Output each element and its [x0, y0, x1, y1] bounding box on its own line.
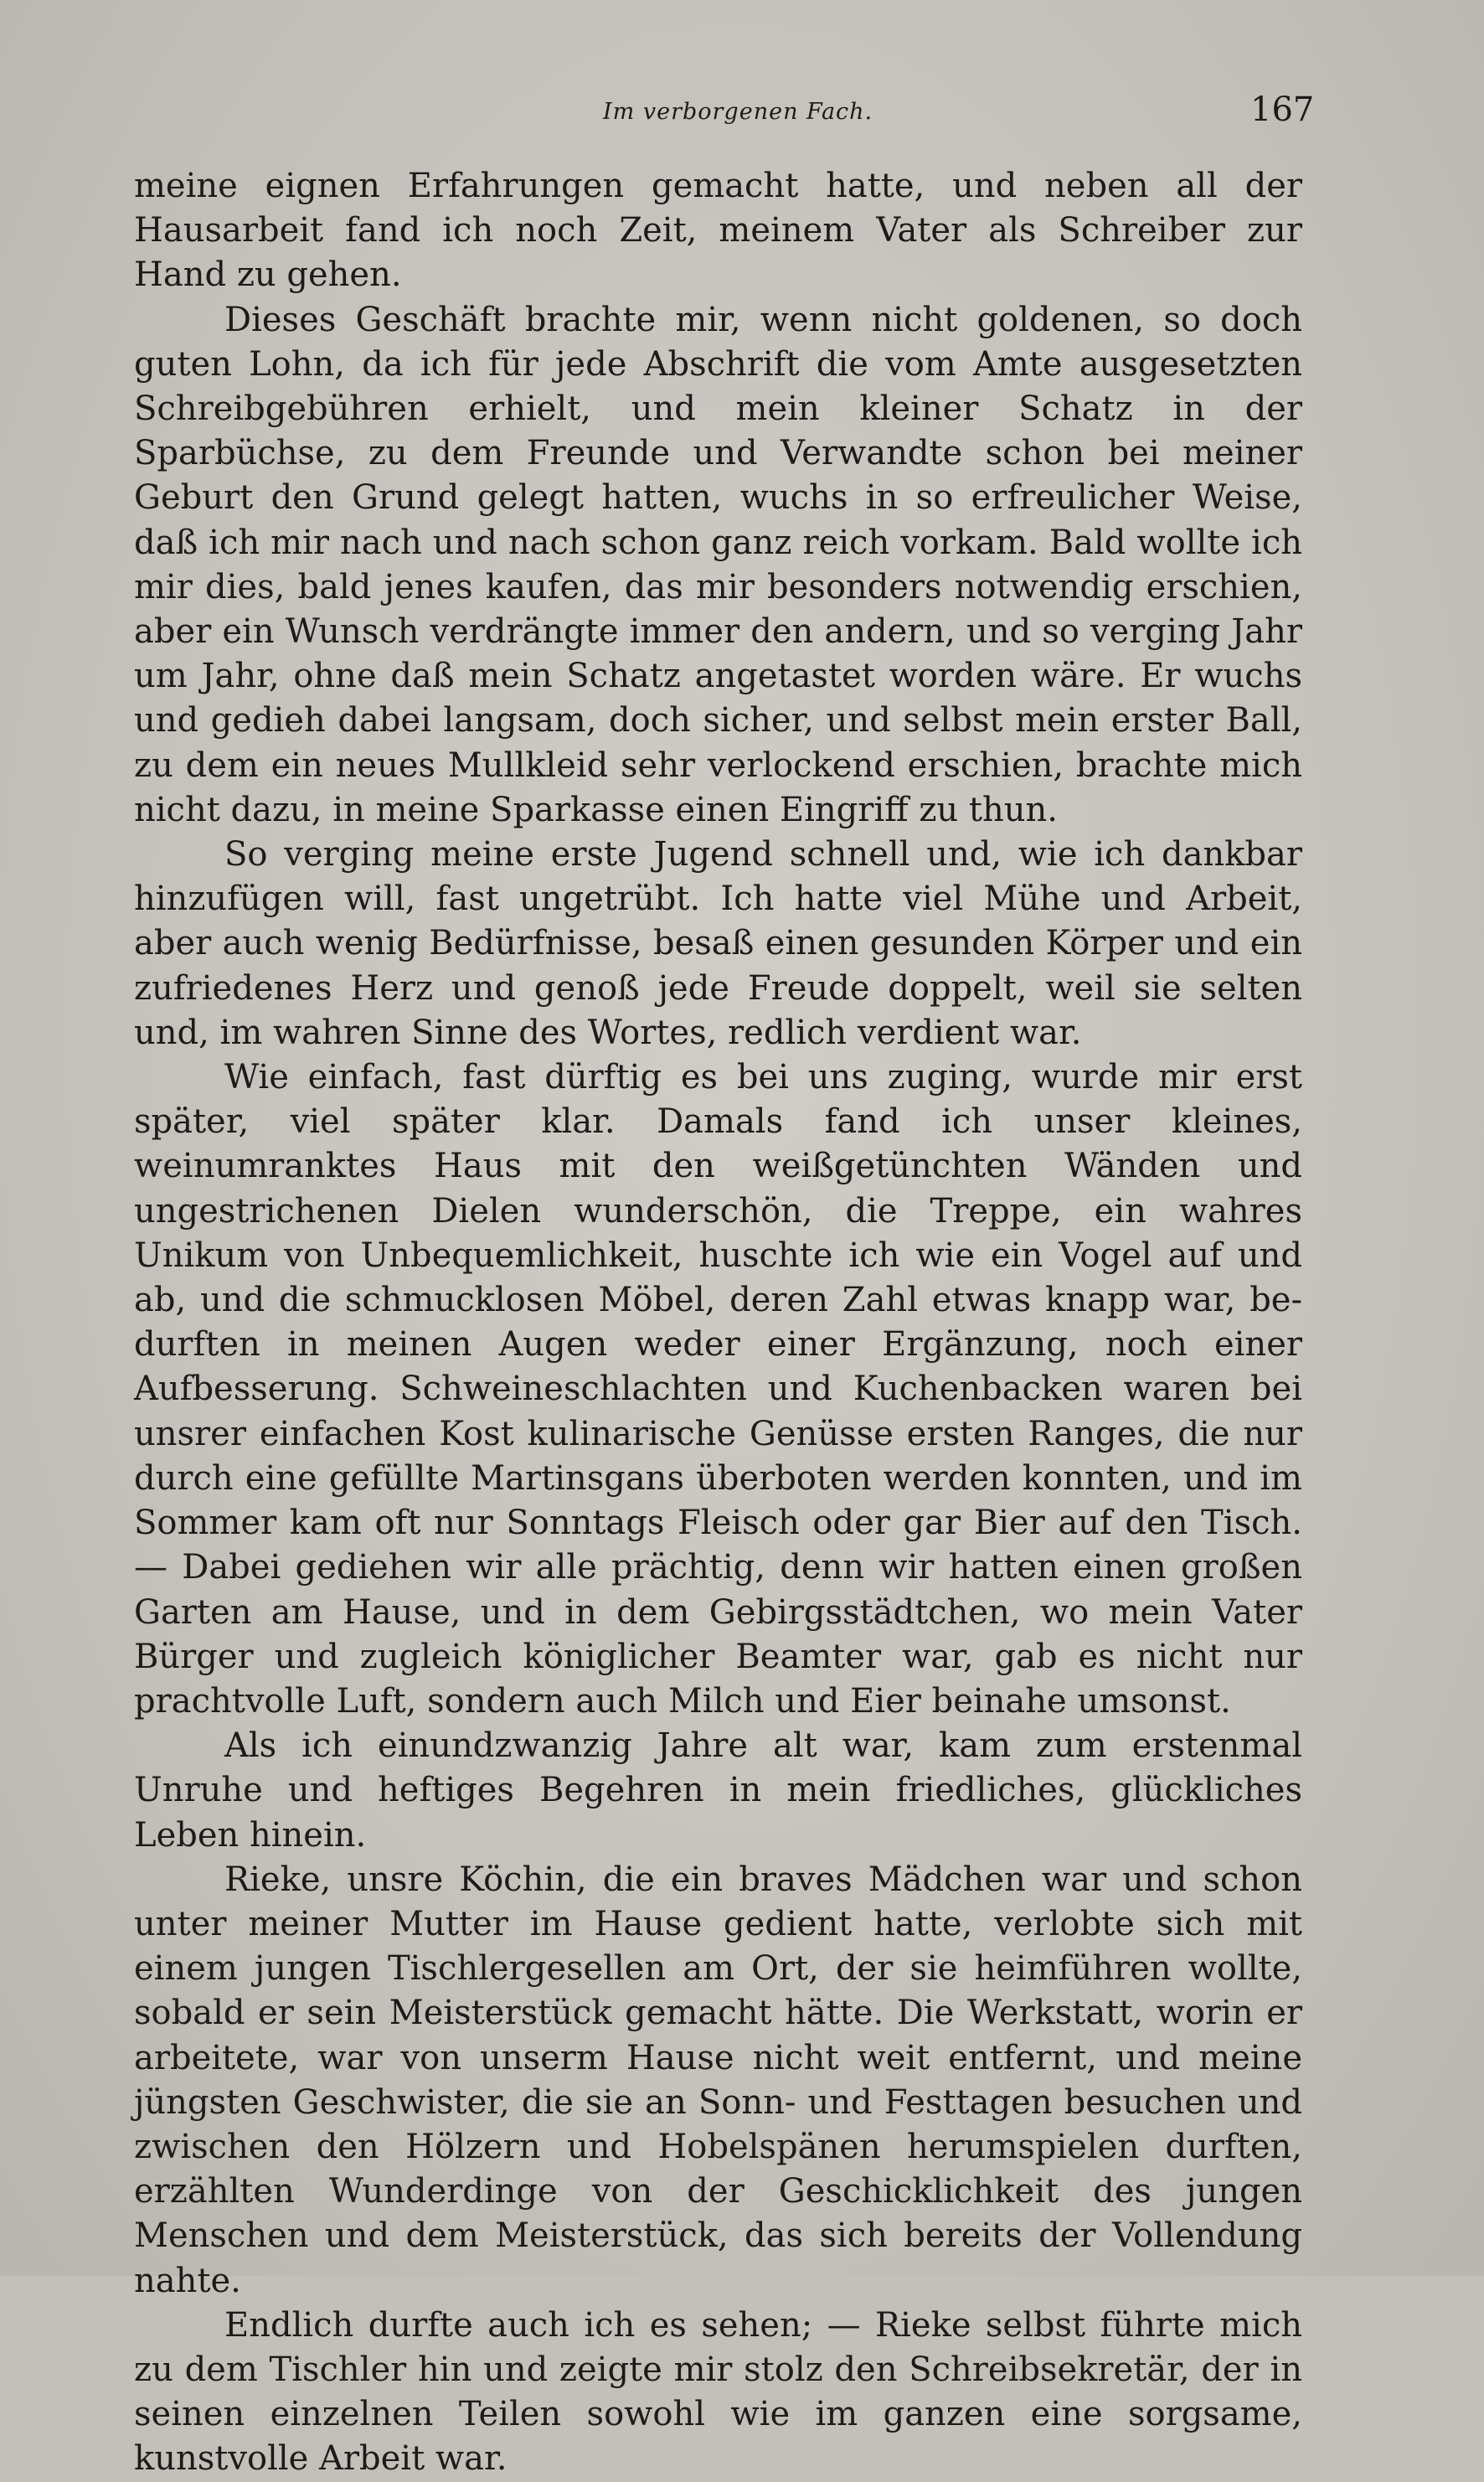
paragraph-1: meine eignen Erfahrungen gemacht hatte, und neben all der Hausarbeit fand ich noch Zeit, meinem Vater als Schreiber zur Hand zu gehen. — [134, 167, 1302, 295]
page-header — [0, 90, 1484, 141]
page-number: 167 — [1250, 90, 1315, 129]
paragraph-2: Dieses Geschäft brachte mir, wenn nicht goldenen, so doch guten Lohn, da ich für jede Abschrift die vom Amte ausgesetzten Schreibgebühren erhielt, und mein kleiner Schatz in der Sparbüchse, zu dem Freunde und Verwandte schon bei meiner Geburt den Grund gelegt hatten, wuchs in so erfreulicher Weise, daß ich mir nach und nach schon ganz reich vorkam. Bald wollte ich mir dies, bald jenes kaufen, das mir besonders notwendig erschien, aber ein Wunsch verdrängte immer den andern, und so verging Jahr um Jahr, ohne daß mein Schatz angetastet worden wäre. Er wuchs und gedieh dabei langsam, doch sicher, und selbst mein erster Ball, zu dem ein neues Mullkleid sehr verlockend erschien, brachte mich nicht dazu, in meine Sparkasse einen Eingriff zu thun. — [134, 300, 1302, 829]
body-text — [134, 164, 1302, 2482]
paragraph-3: So verging meine erste Jugend schnell und, wie ich dankbar hinzufügen will, fast ungetrübt. Ich hatte viel Mühe und Arbeit, aber auch wenig Bedürfnisse, besaß einen gesunden Körper und ein zufriedenes Herz und genoß jede Freude doppelt, weil sie selten und, im wahren Sinne des Wortes, redlich verdient war. — [134, 835, 1302, 1052]
paragraph-5: Als ich einundzwanzig Jahre alt war, kam zum erstenmal Unruhe und heftiges Begehren in mein friedliches, glückliches Leben hinein. — [134, 1726, 1302, 1855]
paragraph-6: Rieke, unsre Köchin, die ein braves Mädchen war und schon unter meiner Mutter im Hause gedient hatte, verlobte sich mit einem jungen Tischlergesellen am Ort, der sie heimführen wollte, sobald er sein Meisterstück gemacht hätte. Die Werkstatt, worin er arbeitete, war von unserm Hause nicht weit entfernt, und meine jüngsten Geschwister, die sie an Sonn- und Festtagen besuchen und zwischen den Hölzern und Hobelspänen herumspielen durften, erzählten Wunderdinge von der Geschicklichkeit des jungen Menschen und dem Meisterstück, das sich bereits der Vollendung nahte. — [134, 1860, 1302, 2300]
running-title: Im verborgenen Fach. — [603, 99, 873, 125]
paragraph-7: Endlich durfte auch ich es sehen; — Rieke selbst führte mich zu dem Tischler hin und zeigte mir stolz den Schreibsekretär, der in seinen einzelnen Teilen sowohl wie im ganzen eine sorgsame, kunstvolle Arbeit war. — [134, 2305, 1302, 2479]
paragraph-4: Wie einfach, fast dürftig es bei uns zuging, wurde mir erst später, viel später klar. Damals fand ich unser kleines, weinumranktes Haus mit den weißgetünchten Wänden und ungestrichenen Dielen wunderschön, die Treppe, ein wahres Unikum von Unbequemlichkeit, huschte ich wie ein Vogel auf und ab, und die schmucklosen Möbel, deren Zahl etwas knapp war, bedurften in meinen Augen weder einer Ergänzung, noch einer Aufbesserung. Schweineschlachten und Kuchenbacken waren bei unsrer einfachen Kost kulinarische Genüsse ersten Ranges, die nur durch eine gefüllte Martinsgans überboten werden konnten, und im Sommer kam oft nur Sonntags Fleisch oder gar Bier auf den Tisch. — Dabei gediehen wir alle prächtig, denn wir hatten einen großen Garten am Hause, und in dem Gebirgsstädtchen, wo mein Vater Bürger und zugleich königlicher Beamter war, gab es nicht nur prachtvolle Luft, sondern auch Milch und Eier beinahe umsonst. — [134, 1058, 1302, 1721]
